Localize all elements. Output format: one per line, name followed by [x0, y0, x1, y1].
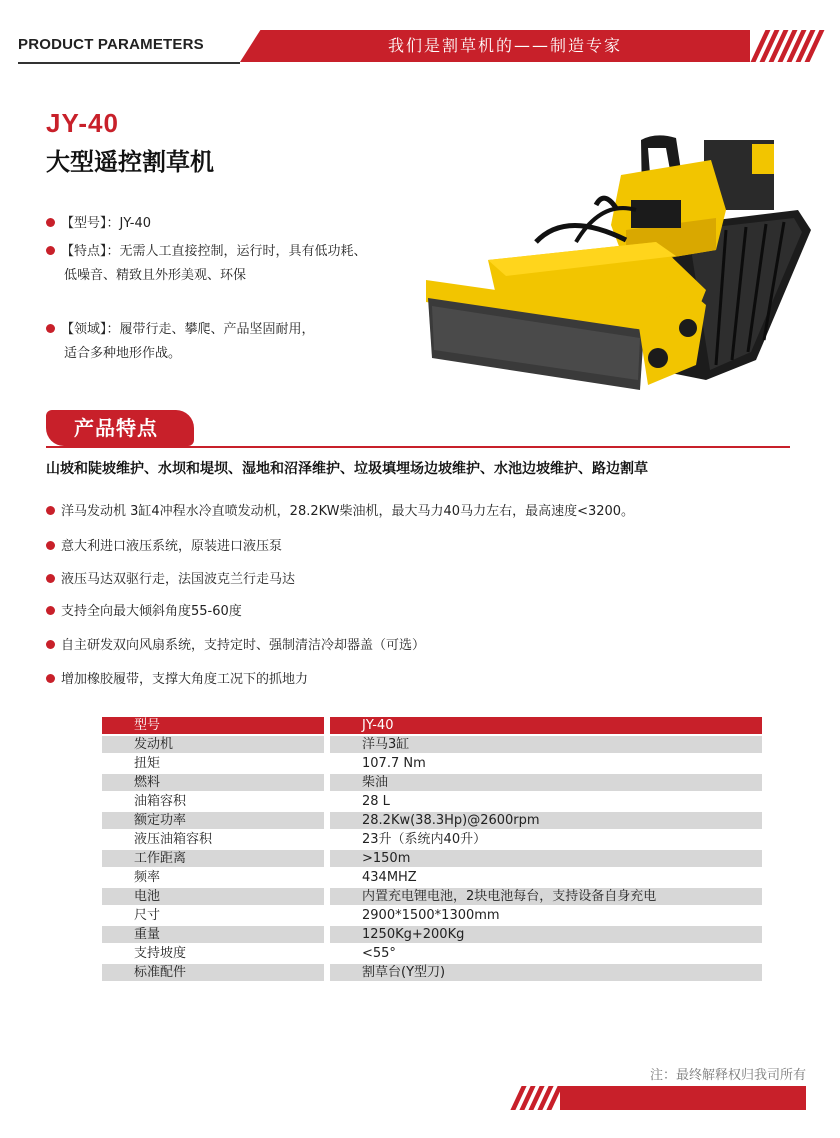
- table-row: 燃料 柴油: [102, 773, 762, 792]
- header-stripes: [758, 30, 817, 62]
- bullet-dot: [46, 541, 55, 550]
- table-row: 型号 JY-40: [102, 716, 762, 735]
- feature-item: 液压马达双驱行走，法国波克兰行走马达: [46, 568, 295, 587]
- footer-band: [560, 1086, 806, 1110]
- table-row: 工作距离 >150m: [102, 849, 762, 868]
- feature-item: 自主研发双向风扇系统，支持定时、强制清洁冷却器盖（可选）: [46, 634, 425, 653]
- table-row: 电池 内置充电锂电池，2块电池每台，支持设备自身充电: [102, 887, 762, 906]
- bullet-dot: [46, 640, 55, 649]
- bullet-dot: [46, 606, 55, 615]
- bullet-dot: [46, 674, 55, 683]
- product-name: 大型遥控割草机: [46, 148, 214, 176]
- feature-item: 支持全向最大倾斜角度55-60度: [46, 600, 242, 619]
- bullet-dot: [46, 218, 55, 227]
- feature-item: 意大利进口液压系统，原装进口液压泵: [46, 535, 282, 554]
- table-row: 额定功率 28.2Kw(38.3Hp)@2600rpm: [102, 811, 762, 830]
- bullet-dot: [46, 506, 55, 515]
- header-underline: [18, 62, 240, 64]
- model-title: JY-40: [46, 108, 119, 138]
- application-areas: 山坡和陡坡维护、水坝和堤坝、湿地和沼泽维护、垃圾填埋场边坡维护、水池边坡维护、路边割草: [46, 461, 648, 477]
- table-row: 扭矩 107.7 Nm: [134, 756, 426, 771]
- footer-note: 注：最终解释权归我司所有: [649, 1068, 806, 1083]
- spec-table: [102, 716, 762, 982]
- bullet-dot: [46, 574, 55, 583]
- mower-machine-image: [426, 130, 816, 400]
- table-row: 频率 434MHZ: [134, 870, 417, 885]
- feature-item: 增加橡胶履带，支撑大角度工况下的抓地力: [46, 668, 308, 687]
- footer-stripes: [516, 1086, 557, 1110]
- table-row: 标准配件 割草台(Y型刀): [102, 963, 762, 982]
- table-row: 油箱容积 28 L: [134, 794, 390, 809]
- intro-domain: 【领域】：履带行走、攀爬、产品坚固耐用， 适合多种地形作战。: [46, 318, 426, 366]
- header-label: PRODUCT PARAMETERS: [18, 36, 204, 53]
- table-row: 重量 1250Kg+200Kg: [102, 925, 762, 944]
- section-title: 产品特点: [74, 416, 158, 440]
- table-row: 发动机 洋马3缸: [102, 735, 762, 754]
- intro-features: 【特点】：无需人工直接控制，运行时，具有低功耗、 低噪音、精致且外形美观、环保: [46, 240, 426, 288]
- section-rule: [46, 446, 790, 448]
- table-row: 支持坡度 <55°: [134, 946, 396, 961]
- header-slogan: 我们是割草机的——制造专家: [387, 36, 622, 55]
- bullet-dot: [46, 324, 55, 333]
- table-row: 尺寸 2900*1500*1300mm: [134, 908, 500, 923]
- feature-item: 洋马发动机 3缸4冲程水冷直喷发动机，28.2KW柴油机，最大马力40马力左右，最高速度<3200。: [46, 500, 634, 519]
- table-row: 液压油箱容积 23升（系统内40升）: [134, 832, 487, 847]
- intro-model: 【型号】：JY-40: [46, 212, 426, 236]
- bullet-dot: [46, 246, 55, 255]
